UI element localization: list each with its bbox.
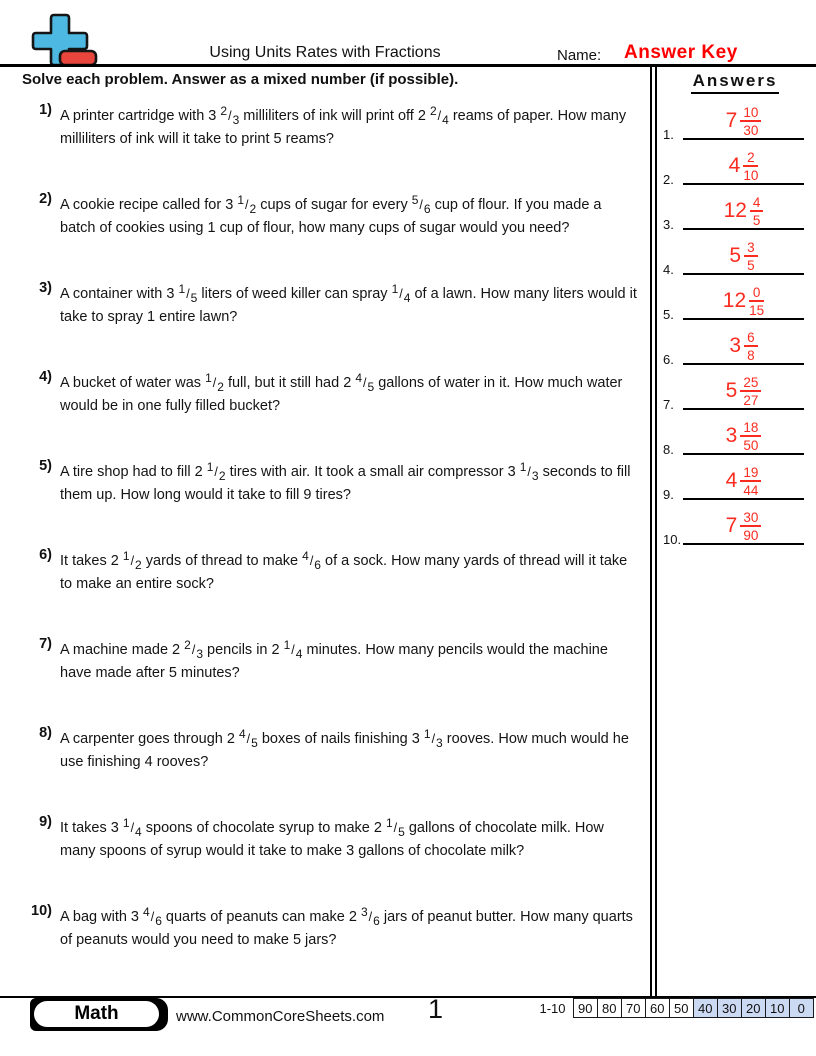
answer-number: 5. [663,307,674,322]
fraction-numerator: 1 [206,459,214,474]
fraction-numerator: 1 [283,637,291,652]
answer-blank-line [683,543,804,545]
problem-text: A container with 3 $^1/_5$ liters of weed killer can spray $^1/_4$ of a lawn. How many liters would it take to spray 1 entire lawn? [60,281,637,325]
fraction-denominator: 3 [196,646,203,661]
fraction-denominator: 3 [531,468,539,483]
answer-row [657,366,816,410]
fraction-denominator: 2 [217,379,224,394]
fraction-slash: / [228,109,232,123]
score-cell: 80 [597,998,623,1018]
inline-fraction [355,370,375,394]
answer-row [657,411,816,455]
inline-fraction [122,815,142,839]
fraction-denominator: 6 [423,201,431,216]
answer-whole-number: 12 [723,199,747,223]
answer-whole-number: 4 [725,469,738,493]
problem-number: 10) [31,903,52,919]
fraction-denominator: 4 [295,646,303,661]
inline-fraction [238,726,258,750]
problem-number: 8) [39,725,52,741]
answer-blank-line [683,183,804,185]
fraction-slash: / [437,109,442,123]
inline-fraction [237,192,257,216]
fraction-numerator: 1 [122,815,130,830]
problem-item [0,102,648,150]
answer-fraction [743,150,758,183]
fraction-denominator: 2 [135,557,142,572]
score-table [539,998,814,1018]
answer-blank-line [683,408,804,410]
answer-fraction [740,420,761,453]
answer-fraction-numerator: 10 [740,105,761,122]
fraction-numerator: 1 [391,281,399,296]
inline-fraction [178,281,198,305]
inline-fraction [143,904,162,928]
answer-value [683,105,804,138]
inline-fraction [302,548,321,572]
answer-key-text: Answer Key [624,42,738,63]
problem-text: A printer cartridge with 3 $^2/_3$ milliliters of ink will print off 2 $^2/_4$ reams of paper. How many milliliters of ink will it take to print 5 reams? [60,103,627,147]
answer-fraction [744,240,758,273]
score-cell: 20 [741,998,767,1018]
website-url: www.CommonCoreSheets.com [176,1008,385,1025]
fraction-slash: / [309,554,314,568]
problem-text: A cookie recipe called for 3 $^1/_2$ cups of sugar for every $^5/_6$ cup of flour. If you made a batch of cookies using 1 cup of flour, how many cups of sugar would you need? [60,192,602,236]
fraction-slash: / [212,376,217,390]
problem-text: A machine made 2 $^2/_3$ pencils in 2 $^1/_4$ minutes. How many pencils would the machine have made after 5 minutes? [60,637,608,681]
answer-value [683,195,804,228]
answer-fraction-denominator: 8 [747,347,755,363]
fraction-numerator: 1 [205,370,212,385]
answer-fraction [744,330,758,363]
fraction-numerator: 1 [423,726,431,741]
subject-badge [30,998,168,1031]
answer-number: 10. [663,532,682,547]
fraction-slash: / [186,287,190,301]
answer-fraction-denominator: 90 [743,527,759,543]
problem-text: A bag with 3 $^4/_6$ quarts of peanuts can make 2 $^3/_6$ jars of peanut butter. How many quarts of peanuts would you need to make 5 jars? [60,904,633,948]
fraction-denominator: 6 [155,913,162,928]
problem-number: 9) [39,814,52,830]
fraction-slash: / [527,465,531,479]
answer-value [683,285,804,318]
inline-fraction [411,192,431,216]
inline-fraction [205,370,224,394]
answer-fraction [740,510,761,543]
answer-row [657,186,816,230]
answer-whole-number: 7 [725,514,738,538]
answer-number: 1. [663,127,674,142]
answer-row [657,501,816,545]
problem-number: 4) [39,369,52,385]
problem-item [0,725,648,773]
answer-number: 8. [663,442,674,457]
answer-whole-number: 12 [722,289,747,313]
fraction-denominator: 2 [249,201,257,216]
answer-fraction-numerator: 19 [740,465,761,482]
answer-number: 4. [663,262,674,277]
fraction-numerator: 4 [143,904,150,919]
problem-number: 6) [39,547,52,563]
problem-number: 5) [39,458,52,474]
problem-text: It takes 2 $^1/_2$ yards of thread to make $^4/_6$ of a sock. How many yards of thread will it take to make an entire sock? [60,548,628,592]
fraction-denominator: 6 [314,557,321,572]
score-cell: 70 [621,998,647,1018]
problem-number: 7) [39,636,52,652]
answer-row [657,456,816,500]
fraction-numerator: 4 [238,726,246,741]
score-range-label: 1-10 [539,1000,566,1016]
problem-text: It takes 3 $^1/_4$ spoons of chocolate syrup to make 2 $^1/_5$ gallons of chocolate milk. How many spoons of syrup would it take to make 3 gallons of chocolate milk? [60,815,604,859]
inline-fraction [391,281,411,305]
answer-fraction-numerator: 6 [744,330,758,347]
fraction-slash: / [363,376,367,390]
fraction-slash: / [130,821,135,835]
answer-whole-number: 3 [729,334,742,358]
problem-item [0,280,648,328]
answer-blank-line [683,318,804,320]
answer-row [657,231,816,275]
header-divider [0,64,816,67]
fraction-denominator: 4 [403,290,411,305]
answer-value [683,420,804,453]
answer-fraction [740,465,761,498]
answer-whole-number: 3 [725,424,738,448]
fraction-slash: / [130,554,135,568]
answer-fraction-denominator: 44 [743,482,759,498]
answer-fraction-denominator: 5 [747,257,755,273]
problem-item [0,369,648,417]
answer-number: 9. [663,487,674,502]
answer-number: 6. [663,352,674,367]
score-cell: 50 [669,998,695,1018]
problem-text: A bucket of water was $^1/_2$ full, but it still had 2 $^4/_5$ gallons of water in it. How much water would be in one fully filled bucket? [60,370,623,414]
score-cell: 0 [789,998,815,1018]
answer-blank-line [683,228,804,230]
inline-fraction [519,459,539,483]
answer-fraction [740,375,761,408]
inline-fraction [220,103,240,127]
fraction-numerator: 1 [178,281,186,296]
score-cell: 40 [693,998,719,1018]
answer-whole-number: 5 [729,244,742,268]
fraction-numerator: 5 [411,192,419,207]
problem-number: 3) [39,280,52,296]
answer-row [657,321,816,365]
problem-item [0,903,648,951]
inline-fraction [385,815,405,839]
answer-value [683,510,804,543]
fraction-slash: / [150,910,155,924]
fraction-denominator: 2 [218,468,226,483]
fraction-slash: / [393,821,398,835]
fraction-slash: / [214,465,218,479]
fraction-numerator: 1 [237,192,245,207]
problem-item [0,814,648,862]
answer-value [683,150,804,183]
answer-value [683,330,804,363]
fraction-numerator: 4 [302,548,309,563]
fraction-denominator: 4 [135,824,142,839]
fraction-slash: / [399,287,403,301]
answer-fraction [750,195,764,228]
problem-number: 2) [39,191,52,207]
score-cell: 60 [645,998,671,1018]
fraction-numerator: 3 [360,904,368,919]
score-cell: 10 [765,998,791,1018]
answers-column-divider [650,64,657,997]
answer-fraction-numerator: 25 [740,375,761,392]
answer-fraction-denominator: 5 [752,212,761,228]
problem-item [0,636,648,684]
fraction-slash: / [431,732,436,746]
score-cell: 90 [573,998,599,1018]
answer-fraction-numerator: 30 [740,510,761,527]
fraction-slash: / [191,643,196,657]
problem-item [0,458,648,506]
answer-blank-line [683,498,804,500]
inline-fraction [283,637,303,661]
answer-fraction-numerator: 3 [744,240,758,257]
answer-whole-number: 7 [725,109,738,133]
instruction-text: Solve each problem. Answer as a mixed number (if possible). [22,71,459,88]
answer-row [657,96,816,140]
answer-fraction-numerator: 4 [750,195,764,212]
page-title: Using Units Rates with Fractions [209,44,441,61]
answer-row [657,276,816,320]
problem-number: 1) [39,102,52,118]
score-cells [573,998,815,1018]
fraction-slash: / [419,198,423,212]
problem-item [0,547,648,595]
answer-blank-line [683,453,804,455]
fraction-denominator: 5 [251,735,258,750]
inline-fraction [122,548,142,572]
answer-blank-line [683,363,804,365]
answer-number: 2. [663,172,674,187]
fraction-denominator: 3 [232,112,240,127]
fraction-numerator: 1 [385,815,393,830]
answers-column-title: Answers [660,71,810,94]
problem-text: A tire shop had to fill 2 $^1/_2$ tires with air. It took a small air compressor 3 $^1/_3$ seconds to fill them up. How long would it take to fill 9 tires? [60,459,631,503]
answer-value [683,240,804,273]
fraction-denominator: 6 [373,913,380,928]
fraction-numerator: 2 [184,637,191,652]
problem-text: A carpenter goes through 2 $^4/_5$ boxes of nails finishing 3 $^1/_3$ rooves. How much would he use finishing 4 rooves? [60,726,629,770]
fraction-numerator: 1 [122,548,130,563]
answer-fraction [740,105,761,138]
answer-whole-number: 5 [725,379,738,403]
answer-fraction-denominator: 50 [743,437,759,453]
fraction-numerator: 4 [355,370,362,385]
inline-fraction [360,904,380,928]
fraction-denominator: 5 [190,290,198,305]
inline-fraction [206,459,226,483]
fraction-numerator: 2 [220,103,228,118]
inline-fraction [429,103,449,127]
fraction-denominator: 5 [367,379,375,394]
problem-item [0,191,648,239]
answer-fraction-numerator: 2 [743,150,758,167]
answer-fraction-denominator: 30 [743,122,759,138]
answer-whole-number: 4 [728,154,741,178]
score-cell: 30 [717,998,743,1018]
fraction-numerator: 2 [429,103,437,118]
answer-fraction-denominator: 10 [743,167,759,183]
fraction-slash: / [245,198,249,212]
answer-blank-line [683,273,804,275]
answer-fraction-denominator: 27 [743,392,759,408]
answer-fraction [749,285,764,318]
fraction-slash: / [368,910,373,924]
fraction-denominator: 4 [442,112,449,127]
answer-fraction-denominator: 15 [749,302,765,318]
fraction-numerator: 1 [519,459,527,474]
page-number: 1 [428,994,444,1024]
subject-badge-label: Math [34,1001,159,1027]
answer-value [683,375,804,408]
answer-fraction-numerator: 18 [740,420,761,437]
fraction-denominator: 5 [398,824,405,839]
answer-blank-line [683,138,804,140]
fraction-slash: / [291,643,295,657]
answer-fraction-numerator: 0 [749,285,764,302]
inline-fraction [184,637,203,661]
fraction-denominator: 3 [436,735,443,750]
answer-value [683,465,804,498]
name-label: Name: [557,47,602,64]
answer-number: 3. [663,217,674,232]
fraction-slash: / [246,732,251,746]
answer-number: 7. [663,397,674,412]
answer-row [657,141,816,185]
inline-fraction [423,726,443,750]
